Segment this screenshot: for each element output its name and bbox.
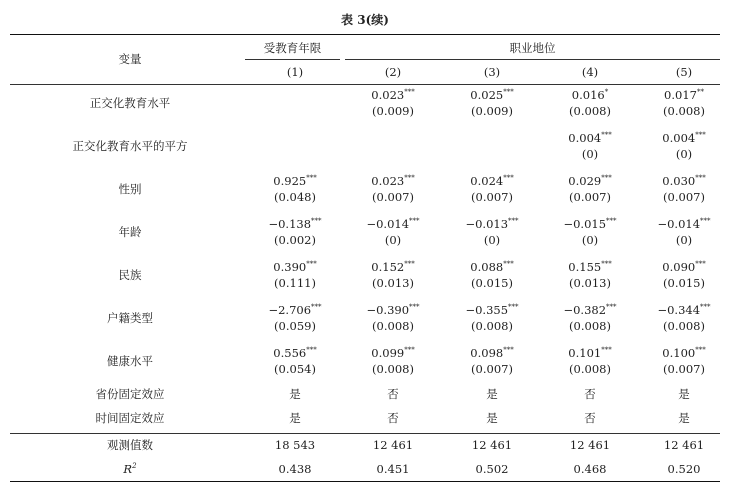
standard-error: (0.048) bbox=[274, 190, 316, 204]
coefficient-value: 0.004 bbox=[568, 131, 602, 145]
coefficient bbox=[540, 302, 640, 318]
significance-stars: *** bbox=[503, 346, 514, 354]
significance-stars: *** bbox=[306, 260, 317, 268]
coefficient bbox=[245, 302, 345, 318]
significance-stars: *** bbox=[606, 217, 617, 225]
coefficient bbox=[245, 345, 345, 361]
coefficient bbox=[540, 345, 640, 361]
significance-stars: *** bbox=[306, 174, 317, 182]
significance-stars: *** bbox=[306, 346, 317, 354]
group-header-occupational-status: 职业地位 bbox=[509, 41, 556, 55]
significance-stars: *** bbox=[503, 260, 514, 268]
standard-error: (0.008) bbox=[569, 319, 611, 333]
coefficient-value: 0.025 bbox=[470, 88, 504, 102]
significance-stars: *** bbox=[404, 346, 415, 354]
standard-error: (0.008) bbox=[372, 362, 414, 376]
coefficient bbox=[245, 173, 345, 189]
significance-stars: *** bbox=[404, 174, 415, 182]
significance-stars: *** bbox=[503, 88, 514, 96]
standard-error: (0.007) bbox=[372, 190, 414, 204]
standard-error: (0.013) bbox=[372, 276, 414, 290]
standard-error: (0.009) bbox=[471, 104, 513, 118]
column-header: (1) bbox=[286, 65, 304, 79]
coefficient-value: 0.023 bbox=[371, 174, 405, 188]
coefficient-value: 0.030 bbox=[662, 174, 696, 188]
coefficient-value: 0.098 bbox=[470, 346, 504, 360]
column-header: (4) bbox=[581, 65, 599, 79]
row-label: 年龄 bbox=[118, 225, 142, 239]
standard-error: (0.008) bbox=[663, 104, 705, 118]
significance-stars: *** bbox=[695, 174, 706, 182]
stat-label-superscript: 2 bbox=[132, 462, 137, 470]
coefficient-value: 0.099 bbox=[371, 346, 405, 360]
significance-stars: *** bbox=[695, 260, 706, 268]
coefficient-value: 0.101 bbox=[568, 346, 602, 360]
coefficient bbox=[442, 302, 542, 318]
significance-stars: *** bbox=[601, 260, 612, 268]
coefficient bbox=[442, 345, 542, 361]
coefficient bbox=[442, 259, 542, 275]
coefficient bbox=[442, 173, 542, 189]
group1-underline bbox=[245, 59, 340, 60]
significance-stars: *** bbox=[606, 303, 617, 311]
stat-value: 0.520 bbox=[667, 462, 701, 476]
coefficient-value: −0.355 bbox=[465, 303, 509, 317]
coefficient-value: 0.155 bbox=[568, 260, 602, 274]
coefficient-value: 0.004 bbox=[662, 131, 696, 145]
coefficient bbox=[343, 345, 443, 361]
coefficient bbox=[343, 302, 443, 318]
significance-stars: *** bbox=[601, 346, 612, 354]
effect-row-label: 省份固定效应 bbox=[95, 387, 165, 401]
row-label: 正交化教育水平的平方 bbox=[72, 139, 188, 153]
stats-divider-rule bbox=[10, 433, 720, 434]
coefficient-value: −2.706 bbox=[268, 303, 312, 317]
row-label: 民族 bbox=[118, 268, 142, 282]
standard-error: (0.008) bbox=[471, 319, 513, 333]
coefficient-value: −0.138 bbox=[268, 217, 312, 231]
standard-error: (0) bbox=[581, 233, 599, 247]
standard-error: (0.009) bbox=[372, 104, 414, 118]
coefficient-value: 0.100 bbox=[662, 346, 696, 360]
stat-value: 12 461 bbox=[471, 438, 513, 452]
standard-error: (0.008) bbox=[569, 362, 611, 376]
coefficient-value: −0.014 bbox=[366, 217, 410, 231]
significance-stars: *** bbox=[503, 174, 514, 182]
standard-error: (0.008) bbox=[372, 319, 414, 333]
significance-stars: *** bbox=[311, 303, 322, 311]
standard-error: (0.059) bbox=[274, 319, 316, 333]
coefficient bbox=[540, 173, 640, 189]
effect-value: 否 bbox=[584, 411, 596, 425]
stat-row-label: 观测值数 bbox=[107, 438, 153, 452]
significance-stars: *** bbox=[695, 346, 706, 354]
group-header-education-years: 受教育年限 bbox=[263, 41, 322, 55]
stat-value: 12 461 bbox=[569, 438, 611, 452]
significance-stars: *** bbox=[700, 303, 711, 311]
coefficient bbox=[343, 87, 443, 103]
standard-error: (0.015) bbox=[471, 276, 513, 290]
coefficient bbox=[540, 87, 640, 103]
standard-error: (0.007) bbox=[569, 190, 611, 204]
coefficient-value: −0.344 bbox=[657, 303, 701, 317]
coefficient bbox=[634, 259, 730, 275]
stat-value: 0.451 bbox=[376, 462, 410, 476]
significance-stars: *** bbox=[695, 131, 706, 139]
significance-stars: * bbox=[604, 88, 609, 96]
top-rule bbox=[10, 34, 720, 35]
effect-value: 是 bbox=[486, 387, 498, 401]
significance-stars: *** bbox=[404, 260, 415, 268]
significance-stars: *** bbox=[508, 217, 519, 225]
coefficient bbox=[442, 87, 542, 103]
significance-stars: *** bbox=[311, 217, 322, 225]
coefficient bbox=[245, 216, 345, 232]
effect-value: 是 bbox=[289, 387, 301, 401]
standard-error: (0.002) bbox=[274, 233, 316, 247]
effect-row-label: 时间固定效应 bbox=[95, 411, 165, 425]
coefficient bbox=[634, 302, 730, 318]
significance-stars: *** bbox=[601, 174, 612, 182]
coefficient bbox=[634, 130, 730, 146]
coefficient bbox=[540, 216, 640, 232]
standard-error: (0.007) bbox=[663, 190, 705, 204]
coefficient-value: −0.382 bbox=[563, 303, 607, 317]
row-label: 户籍类型 bbox=[107, 311, 153, 325]
stat-value: 12 461 bbox=[372, 438, 414, 452]
effect-value: 是 bbox=[678, 411, 690, 425]
significance-stars: *** bbox=[601, 131, 612, 139]
standard-error: (0) bbox=[483, 233, 501, 247]
coefficient-value: −0.014 bbox=[657, 217, 701, 231]
column-header: (5) bbox=[675, 65, 693, 79]
coefficient bbox=[343, 259, 443, 275]
significance-stars: *** bbox=[700, 217, 711, 225]
standard-error: (0.054) bbox=[274, 362, 316, 376]
stat-value: 0.502 bbox=[475, 462, 509, 476]
stat-value: 0.438 bbox=[278, 462, 312, 476]
effect-value: 否 bbox=[387, 411, 399, 425]
coefficient bbox=[634, 345, 730, 361]
row-label: 性别 bbox=[118, 182, 142, 196]
significance-stars: *** bbox=[409, 217, 420, 225]
stat-label-base: R bbox=[123, 462, 133, 476]
coefficient-value: −0.390 bbox=[366, 303, 410, 317]
coefficient-value: 0.090 bbox=[662, 260, 696, 274]
coefficient bbox=[540, 259, 640, 275]
stat-value: 12 461 bbox=[663, 438, 705, 452]
effect-value: 是 bbox=[678, 387, 690, 401]
row-label: 正交化教育水平 bbox=[89, 96, 171, 110]
coefficient bbox=[634, 173, 730, 189]
coefficient-value: −0.013 bbox=[465, 217, 509, 231]
standard-error: (0.111) bbox=[274, 276, 316, 290]
standard-error: (0) bbox=[675, 147, 693, 161]
variable-header: 变量 bbox=[118, 52, 142, 66]
effect-value: 是 bbox=[289, 411, 301, 425]
standard-error: (0.007) bbox=[663, 362, 705, 376]
standard-error: (0.008) bbox=[663, 319, 705, 333]
significance-stars: *** bbox=[409, 303, 420, 311]
effect-value: 否 bbox=[584, 387, 596, 401]
standard-error: (0) bbox=[675, 233, 693, 247]
stat-row-label bbox=[40, 461, 220, 477]
coefficient bbox=[245, 259, 345, 275]
standard-error: (0.013) bbox=[569, 276, 611, 290]
coefficient-value: 0.925 bbox=[273, 174, 307, 188]
coefficient bbox=[540, 130, 640, 146]
significance-stars: ** bbox=[696, 88, 704, 96]
standard-error: (0.008) bbox=[569, 104, 611, 118]
coefficient bbox=[634, 87, 730, 103]
standard-error: (0.007) bbox=[471, 362, 513, 376]
significance-stars: *** bbox=[404, 88, 415, 96]
coefficient-value: 0.017 bbox=[664, 88, 697, 102]
coefficient-value: −0.015 bbox=[563, 217, 607, 231]
coefficient-value: 0.029 bbox=[568, 174, 602, 188]
coefficient-value: 0.088 bbox=[470, 260, 504, 274]
standard-error: (0) bbox=[581, 147, 599, 161]
coefficient-value: 0.390 bbox=[273, 260, 307, 274]
coefficient-value: 0.023 bbox=[371, 88, 405, 102]
header-bottom-rule bbox=[10, 84, 720, 85]
coefficient bbox=[442, 216, 542, 232]
coefficient-value: 0.024 bbox=[470, 174, 504, 188]
row-label: 健康水平 bbox=[107, 354, 153, 368]
coefficient-value: 0.152 bbox=[371, 260, 405, 274]
group2-underline bbox=[345, 59, 720, 60]
significance-stars: *** bbox=[508, 303, 519, 311]
coefficient bbox=[343, 173, 443, 189]
stat-value: 18 543 bbox=[274, 438, 316, 452]
standard-error: (0.007) bbox=[471, 190, 513, 204]
bottom-rule bbox=[10, 481, 720, 482]
stat-value: 0.468 bbox=[573, 462, 607, 476]
column-header: (2) bbox=[384, 65, 402, 79]
effect-value: 否 bbox=[387, 387, 399, 401]
coefficient bbox=[634, 216, 730, 232]
table-caption: 表 3(续) bbox=[341, 13, 389, 27]
coefficient bbox=[343, 216, 443, 232]
standard-error: (0) bbox=[384, 233, 402, 247]
standard-error: (0.015) bbox=[663, 276, 705, 290]
coefficient-value: 0.556 bbox=[273, 346, 307, 360]
effect-value: 是 bbox=[486, 411, 498, 425]
coefficient-value: 0.016 bbox=[571, 88, 605, 102]
column-header: (3) bbox=[483, 65, 501, 79]
